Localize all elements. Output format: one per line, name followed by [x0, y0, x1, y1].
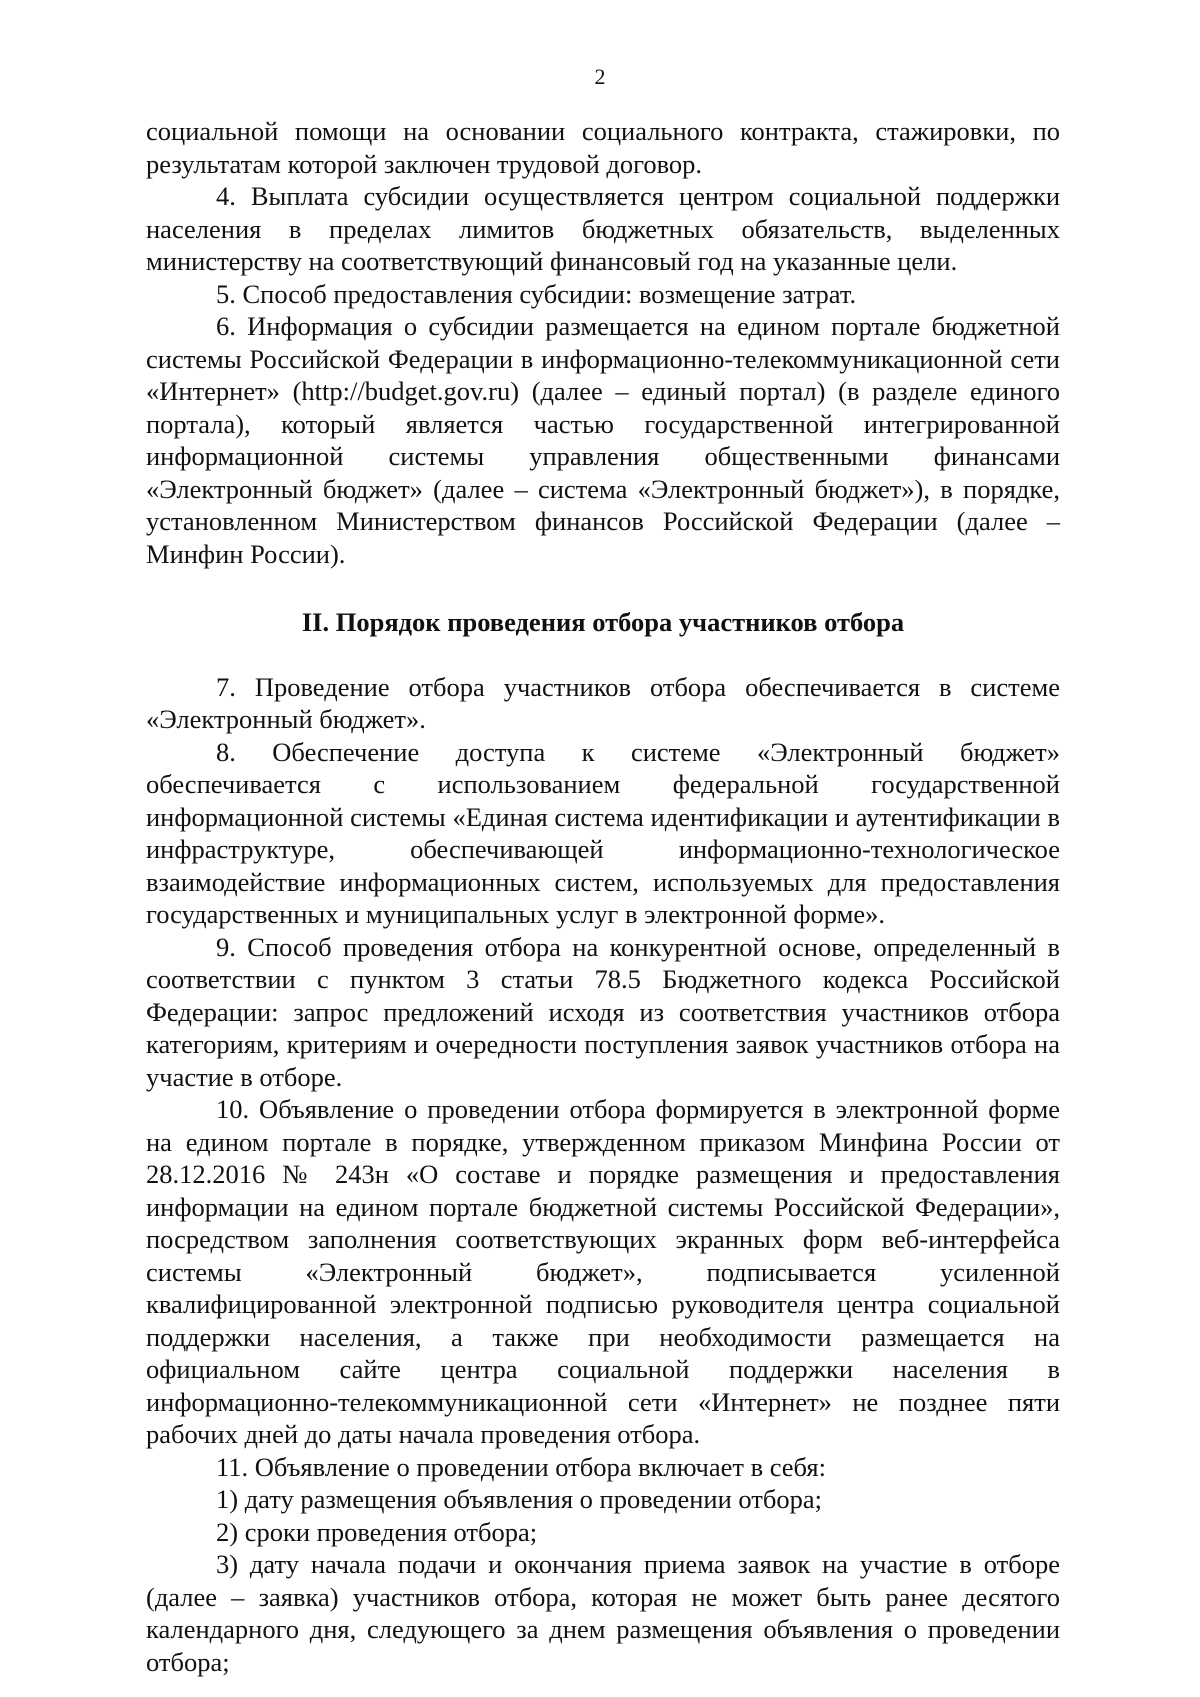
list-item: 3) дату начала подачи и окончания приема заявок на участие в отборе (далее – заявка) участников отбора, которая не может быть ранее десятого календарного дня, следующего за днем размещения объявления о проведении отбора;: [146, 1549, 1060, 1677]
paragraph: 9. Способ проведения отбора на конкурентной основе, определенный в соответствии с пунктом 3 статьи 78.5 Бюджетного кодекса Российской Федерации: запрос предложений исходя из соответствия участников отбора категориям, критериям и очередности поступления заявок участников отбора на участие в отборе.: [146, 931, 1060, 1092]
list-item: 1) дату размещения объявления о проведении отбора;: [216, 1484, 822, 1514]
paragraph: социальной помощи на основании социального контракта, стажировки, по результатам которой заключен трудовой договор.: [146, 116, 1060, 179]
paragraph: 6. Информация о субсидии размещается на едином портале бюджетной системы Российской Федерации в информационно-телекоммуникационной сети «Интернет» (http://budget.gov.ru) (далее – единый портал) (в разделе единого портала), который является частью государственной интегрированной информационной системы управления общественными финансами «Электронный бюджет» (далее – система «Электронный бюджет»), в порядке, установленном Министерством финансов Российской Федерации (далее – Минфин России).: [146, 311, 1060, 569]
paragraph: 8. Обеспечение доступа к системе «Электронный бюджет» обеспечивается с использованием федеральной государственной информационной системы «Единая система идентификации и аутентификации в инфраструктуре, обеспечивающей информационно-технологическое взаимодействие информационных систем, используемых для предоставления государственных и муниципальных услуг в электронной форме».: [146, 736, 1060, 929]
section-spacer: [146, 639, 1060, 671]
list-item: 2) сроки проведения отбора;: [216, 1516, 538, 1547]
document-body: [146, 115, 1060, 1678]
section-spacer: [146, 570, 1060, 606]
page-number: 2: [594, 64, 606, 89]
paragraph: 5. Способ предоставления субсидии: возмещение затрат.: [216, 278, 857, 309]
list-intro: 11. Объявление о проведении отбора включает в себя:: [216, 1451, 826, 1482]
paragraphs-top: [146, 115, 1060, 570]
paragraph: 7. Проведение отбора участников отбора обеспечивается в системе «Электронный бюджет».: [146, 671, 1060, 734]
paragraph: 4. Выплата субсидии осуществляется центром социальной поддержки населения в пределах лимитов бюджетных обязательств, выделенных министерству на соответствующий финансовый год на указанные цели.: [146, 181, 1060, 276]
paragraph: 10. Объявление о проведении отбора формируется в электронной форме на едином портале в порядке, утвержденном приказом Минфина России от 28.12.2016 № 243н «О составе и порядке размещения и предоставления информации на едином портале бюджетной системы Российской Федерации», посредством заполнения соответствующих экранных форм веб-интерфейса системы «Электронный бюджет», подписывается усиленной квалифицированной электронной подписью руководителя центра социальной поддержки населения, а также при необходимости размещается на официальном сайте центра социальной поддержки населения в информационно-телекоммуникационной сети «Интернет» не позднее пяти рабочих дней до даты начала проведения отбора.: [146, 1094, 1060, 1449]
paragraphs-bottom: [146, 671, 1060, 1679]
section-heading: II. Порядок проведения отбора участников отбора: [301, 607, 905, 637]
